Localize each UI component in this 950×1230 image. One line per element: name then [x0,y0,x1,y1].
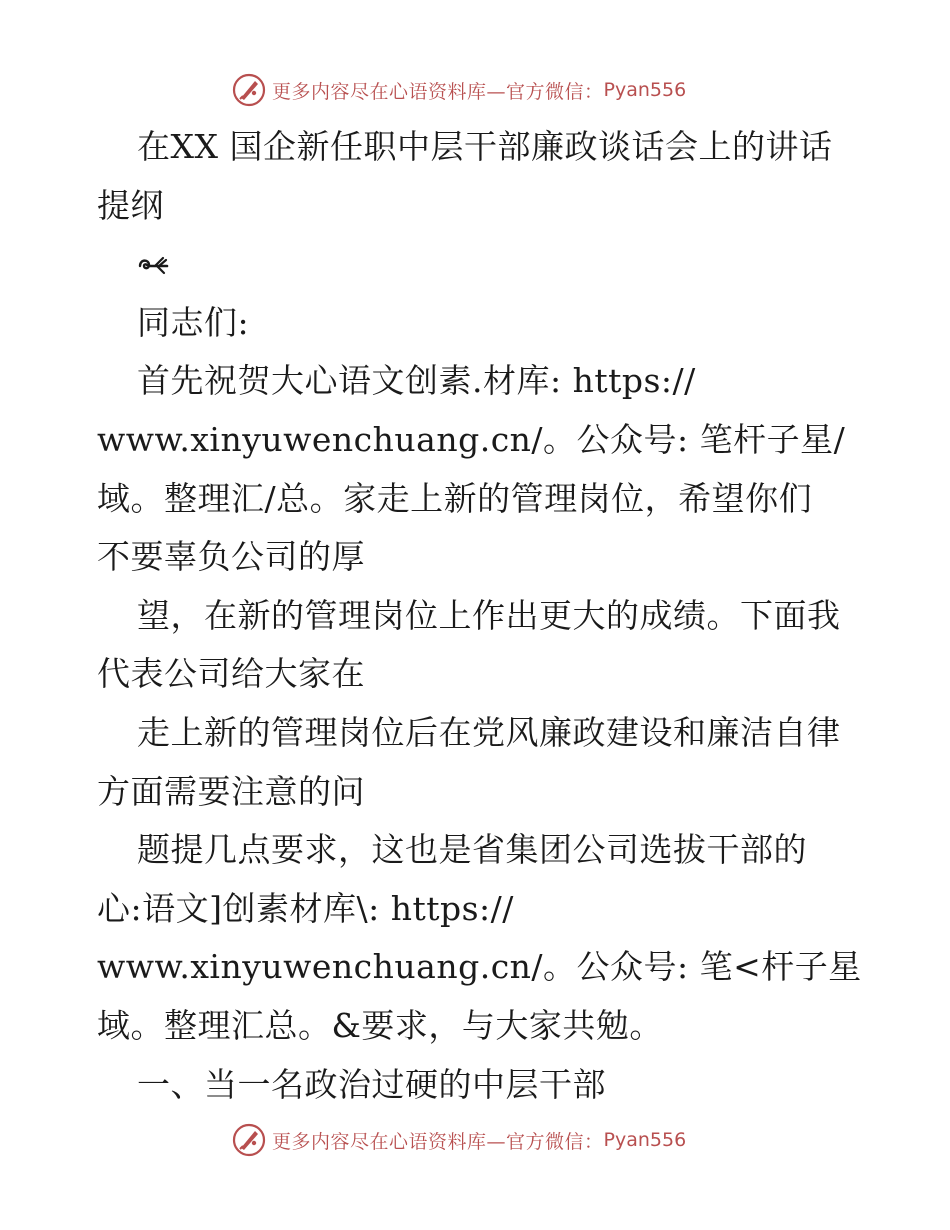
body-line: www.xinyuwenchuang.cn/。公众号: 笔杆子星/ [97,419,846,459]
header-wechat-id: Pyan556 [603,79,687,101]
body-line: 走上新的管理岗位后在党风廉政建设和廉洁自律 [137,712,841,752]
body-line: 心:语文]创素材库\: https:// [97,888,514,928]
document-body [97,118,862,1114]
quill-pen-logo-icon [232,73,266,107]
footer-banner-text: 更多内容尽在心语资料库—官方微信： [272,1130,604,1153]
flourish-ornament-icon [97,235,857,294]
footer-wechat-id: Pyan556 [603,1129,687,1151]
section-heading: 一、当一名政治过硬的中层干部 [137,1064,606,1104]
footer-banner [232,1122,712,1158]
header-banner [232,72,712,108]
body-line: 首先祝贺大心语文创素.材库: https:// [137,361,696,401]
body-line: 方面需要注意的问 [97,771,365,811]
body-line: 代表公司给大家在 [97,654,365,694]
body-line: 不要辜负公司的厚 [97,537,365,577]
doc-title-line-2: 提纲 [97,185,164,225]
body-line: 域。整理汇总。&要求，与大家共勉。 [97,1005,663,1045]
body-line: 域。整理汇/总。家走上新的管理岗位，希望你们 [97,478,813,518]
body-line: 题提几点要求，这也是省集团公司选拔干部的 [137,830,807,870]
body-line: www.xinyuwenchuang.cn/。公众号: 笔<杆子星 [97,947,862,987]
quill-pen-logo-icon [232,1123,266,1157]
greeting: 同志们: [137,302,250,342]
doc-title-line-1: 在XX 国企新任职中层干部廉政谈话会上的讲话 [137,127,833,166]
header-banner-text: 更多内容尽在心语资料库—官方微信： [272,80,604,103]
body-line: 望，在新的管理岗位上作出更大的成绩。下面我 [137,595,841,635]
